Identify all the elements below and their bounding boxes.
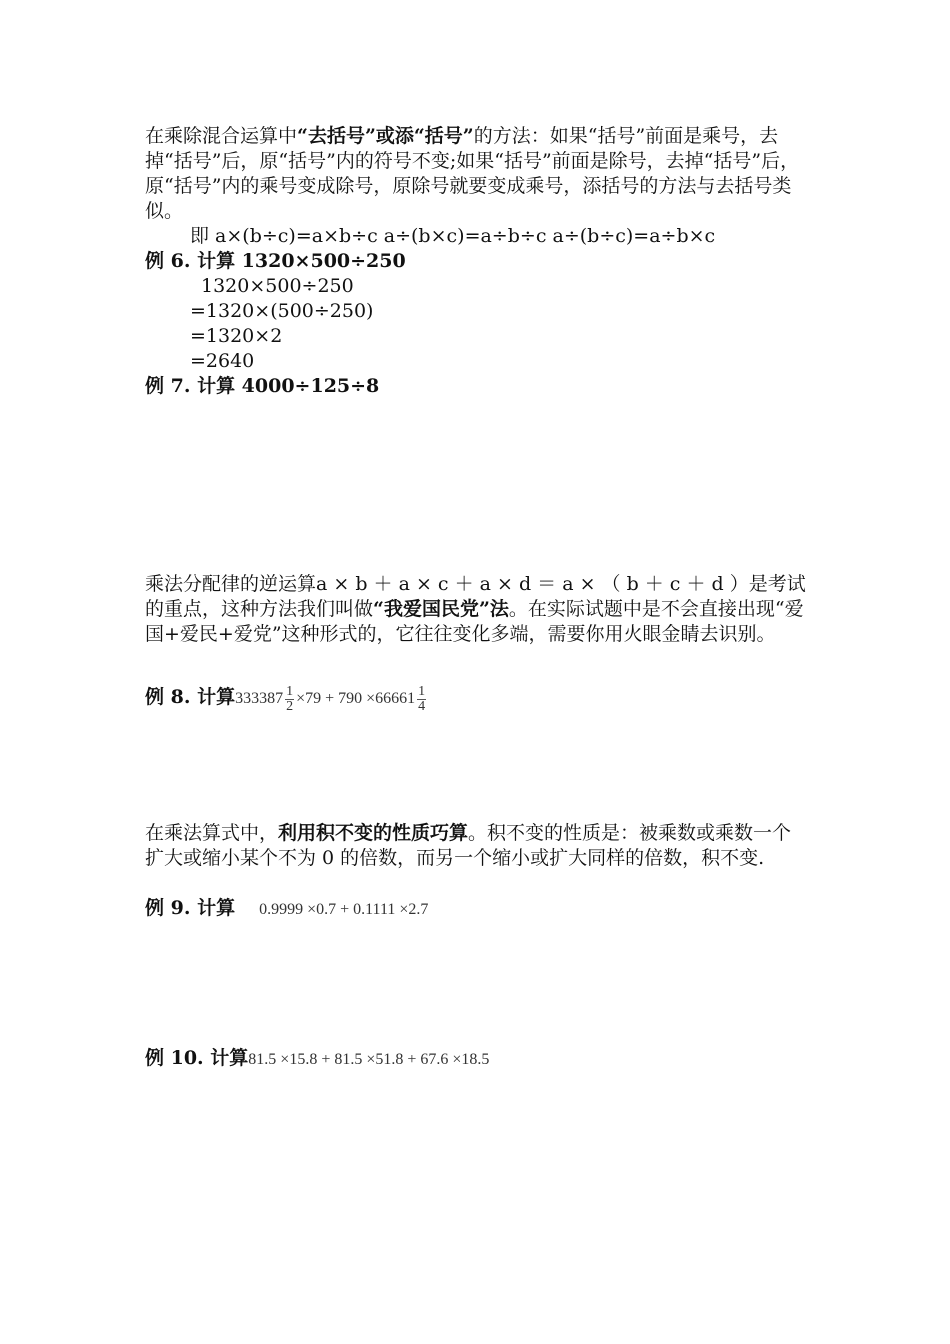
example-8-fraction-1 [285, 685, 294, 714]
example-6-step-4: =2640 [190, 350, 255, 372]
example-6-step-1: 1320×500÷250 [201, 275, 354, 297]
example-10-label: 例 10. 计算 [145, 1047, 249, 1069]
example-8 [145, 682, 428, 714]
bracket-rules-paragraph [145, 124, 810, 224]
product-property-text: 。积不变的性质是：被乘数或乘数一个扩大或缩小某个不为 0 的倍数，而另一个缩小或扩大同样的倍数，积不变. [145, 822, 792, 869]
distributive-intro: 乘法分配律的逆运算 [145, 573, 317, 595]
distributive-text: 是考试的重点，这种方法我们叫做 [145, 573, 806, 620]
bracket-rules-text: 的方法：如果“括号”前面是乘号，去掉“括号”后，原“括号”内的符号不变;如果“括号”前面是除号，去掉“括号”后，原“括号”内的乘号变成除号，原除号就要变成乘号，添括号的方法与去括号类似。 [145, 125, 800, 222]
bracket-rules-intro: 在乘除混合运算中 [145, 125, 298, 147]
example-6-title: 例 6. 计算 1320×500÷250 [145, 250, 406, 272]
section-bracket-rules [145, 124, 810, 224]
example-8-whole-1: 333387 [235, 690, 284, 707]
fraction-2-numerator: 1 [418, 683, 426, 699]
example-8-expression [235, 683, 428, 714]
example-9-expression: 0.9999 ×0.7 + 0.1111 ×2.7 [259, 901, 429, 918]
bracket-rules-keyword: “去括号”或添“括号” [297, 125, 474, 147]
example-9-label: 例 9. 计算 [145, 897, 236, 919]
example-6-step-3: =1320×2 [190, 325, 283, 347]
section-product-property [145, 821, 810, 871]
bracket-formula: 即 a×(b÷c)=a×b÷c a÷(b×c)=a÷b÷c a÷(b÷c)=a÷b×c [190, 225, 716, 247]
example-8-fraction-2 [417, 685, 426, 714]
fraction-1-denominator: 2 [286, 698, 294, 714]
example-7-title: 例 7. 计算 4000÷125÷8 [145, 375, 380, 397]
product-property-intro: 在乘法算式中， [145, 822, 279, 844]
example-6-step-2: =1320×(500÷250) [190, 300, 374, 322]
example-10 [145, 1046, 489, 1072]
example-9 [145, 896, 428, 922]
distributive-formula: a × b ＋ a × c ＋ a × d ＝ a × （ b ＋ c ＋ d ） [316, 573, 749, 595]
product-property-keyword: 利用积不变的性质巧算 [278, 822, 469, 844]
fraction-2-denominator: 4 [418, 698, 426, 714]
section-distributive [145, 572, 810, 647]
distributive-paragraph [145, 572, 810, 647]
product-property-paragraph [145, 821, 810, 871]
example-10-expression: 81.5 ×15.8 + 81.5 ×51.8 + 67.6 ×18.5 [248, 1051, 490, 1068]
distributive-keyword: “我爱国民党”法 [373, 598, 509, 620]
distributive-text-end: 。在实际试题中是不会直接出现“爱国+爱民+爱党”这种形式的，它往往变化多端，需要你用火眼金睛去识别。 [145, 598, 804, 645]
example-8-middle: ×79 + 790 ×66661 [296, 690, 416, 707]
example-8-label: 例 8. 计算 [145, 686, 236, 708]
fraction-1-numerator: 1 [286, 683, 294, 699]
